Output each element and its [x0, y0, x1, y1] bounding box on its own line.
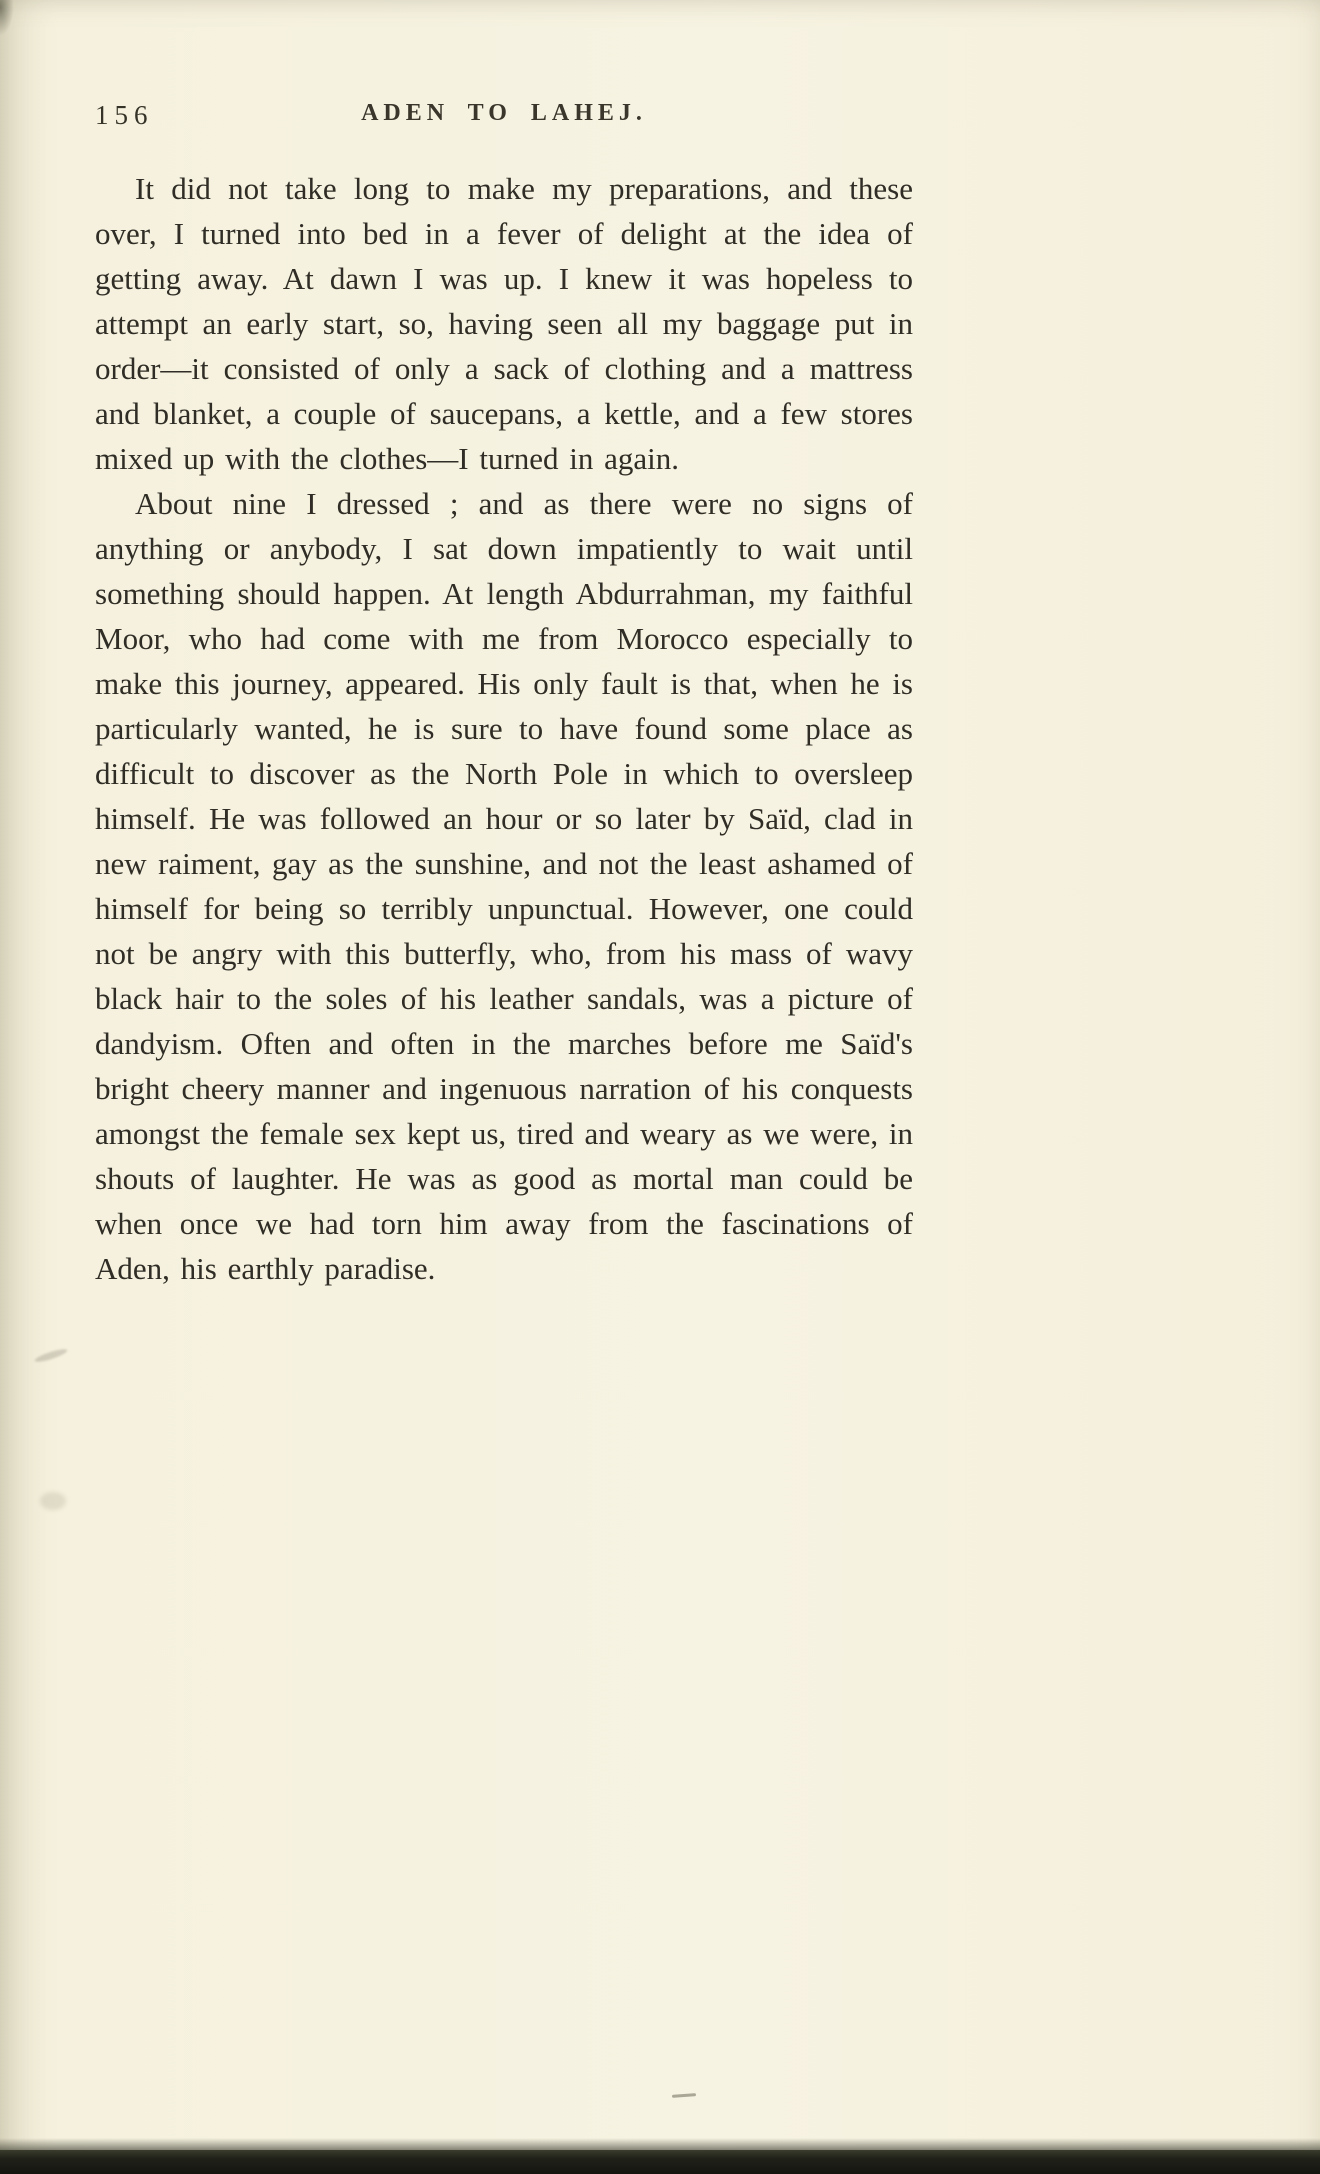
- scan-edge-shadow: [0, 2138, 1320, 2150]
- paragraph-2: About nine I dressed ; and as there were no signs of anything or anybody, I sat down impatiently to wait until something should happen. At length Abdurrahman, my faithful Moor, who had come with me from Morocco especially to make this journey, appeared. His only fault is that, when he is particularly wanted, he is sure to have found some place as difficult to discover as the North Pole in which to oversleep himself. He was followed an hour or so later by Saïd, clad in new raiment, gay as the sunshine, and not the least ashamed of himself for being so terribly unpunctual. However, one could not be angry with this butterfly, who, from his mass of wavy black hair to the soles of his leather sandals, was a picture of dandyism. Often and often in the marches before me Saïd's bright cheery manner and ingenuous narration of his conquests amongst the female sex kept us, tired and weary as we were, in shouts of laughter. He was as good as mortal man could be when once we had torn him away from the fascinations of Aden, his earthly paradise.: [95, 486, 913, 1286]
- scan-edge-bottom: [0, 2150, 1320, 2174]
- text-column: [95, 0, 913, 1291]
- scan-artifact-smudge: [34, 1347, 68, 1364]
- paragraph-1: It did not take long to make my preparations, and these over, I turned into bed in a fever of delight at the idea of getting away. At dawn I was up. I knew it was hopeless to attempt an early start, so, having seen all my baggage put in order—it consisted of only a sack of clothing and a mattress and blanket, a couple of saucepans, a kettle, and a few stores mixed up with the clothes—I turned in again.: [95, 171, 913, 476]
- scan-artifact-corner: [0, 0, 14, 36]
- scan-artifact-smudge: [40, 1492, 66, 1510]
- scan-artifact-dash: [672, 2093, 696, 2098]
- page-number: 156: [95, 100, 154, 130]
- running-title: ADEN TO LAHEJ.: [361, 100, 647, 126]
- body-text: [95, 166, 913, 1291]
- running-head: [95, 100, 913, 142]
